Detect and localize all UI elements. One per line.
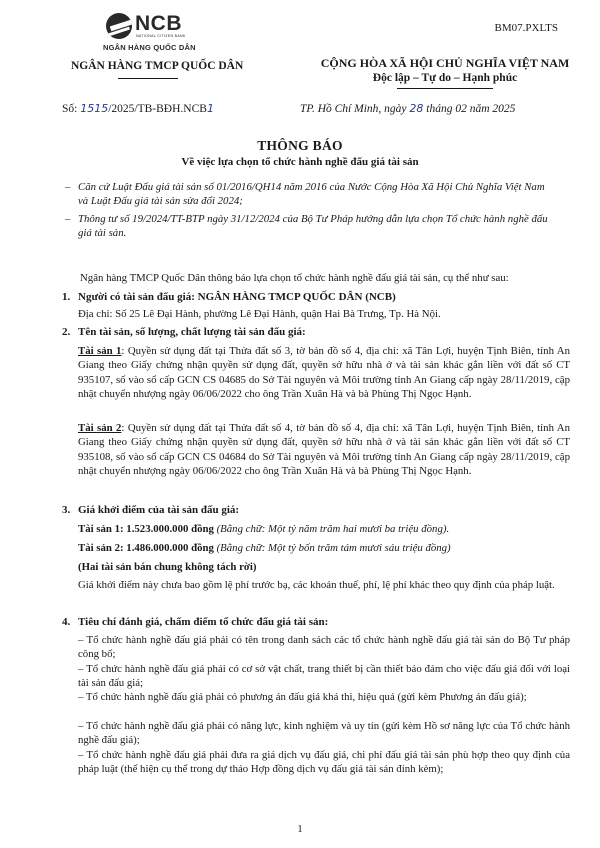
criteria-text: Tổ chức hành nghề đấu giá phải đưa ra giá dịch vụ đấu giá, chi phí đấu giá tài sản phù hợp theo quy định của pháp luật (thể hiện cụ thể trong dự thảo Hợp đồng dịch vụ đấu giá tài sản đính kèm); (78, 749, 570, 776)
ref-handwritten: 1515 (80, 102, 109, 115)
section-4-heading (62, 615, 328, 629)
ref-prefix: Số: (62, 103, 81, 115)
bank-name-underline (118, 78, 178, 79)
fee-note: Giá khởi điểm này chưa bao gồm lệ phí trước bạ, các khoản thuế, phí, lệ phí khác theo quy định của pháp luật. (78, 579, 555, 591)
asset-2-description (78, 421, 570, 478)
bank-name: NGÂN HÀNG TMCP QUỐC DÂN (71, 60, 244, 72)
asset-2-text: : Quyền sử dụng đất tại Thửa đất số 4, tờ bản đồ số 4, địa chỉ: xã Tân Lợi, huyện Tịnh Biên, tỉnh An Giang theo Giấy chứng nhận quyền sử dụng đất, quyền sở hữu nhà ở và tài sản khác gắn liền với đất số CT 935108, số vào sổ cấp GCN CS 04684 do Sở Tài nguyên và Môi trường tỉnh An Giang cấp ngày 28/11/2019, cập nhật chuyển nhượng ngày 06/06/2022 cho ông Trần Xuân Hà và bà Phùng Thị Ngọc Hạnh. (78, 422, 570, 477)
ncb-logo (103, 12, 226, 53)
criteria-text: Tổ chức hành nghề đấu giá phải có tên trong danh sách các tổ chức hành nghề đấu giá tài sản do Bộ Tư pháp công bố; (78, 634, 571, 661)
asset-2-label: Tài sản 2 (78, 422, 122, 434)
document-subtitle: Về việc lựa chọn tổ chức hành nghề đấu giá tài sản (181, 156, 419, 168)
motto-underline (397, 88, 493, 89)
date-day-handwritten: 28 (409, 102, 424, 115)
section-1-heading (62, 290, 396, 304)
criteria-item: – Tổ chức hành nghề đấu giá phải có cơ sở vật chất, trang thiết bị cần thiết bảo đảm cho việc đấu giá đối với loại tài sản đấu giá; (78, 663, 571, 690)
joint-sale-note: (Hai tài sản bán chung không tách rời) (78, 561, 257, 573)
republic-heading: CỘNG HÒA XÃ HỘI CHỦ NGHĨA VIỆT NAM (320, 56, 570, 70)
price-1-label: Tài sản 1: 1.523.000.000 đồng (78, 523, 214, 535)
national-motto: Độc lập – Tự do – Hạnh phúc (372, 72, 518, 84)
page-number: 1 (297, 823, 303, 835)
section-label: Giá khởi điểm của tài sản đấu giá: (78, 504, 240, 516)
criteria-item: – Tổ chức hành nghề đấu giá phải có tên trong danh sách các tổ chức hành nghề đấu giá tài sản do Bộ Tư pháp công bố; (78, 634, 571, 661)
ncb-globe-icon (106, 13, 132, 39)
logo-subtext: NATIONAL CITIZEN BANK (136, 34, 186, 38)
criteria-item: – Tổ chức hành nghề đấu giá phải có phương án đấu giá khả thi, hiệu quả (gửi kèm Phương án đấu giá); (78, 691, 527, 703)
section-label: Người có tài sản đấu giá: NGÂN HÀNG TMCP QUỐC DÂN (NCB) (78, 291, 396, 303)
section-3-heading (62, 503, 239, 517)
ref-middle: /2025/TB-BĐH.NCB (108, 103, 207, 115)
section-label: Tiêu chí đánh giá, chấm điểm tổ chức đấu giá tài sản: (78, 616, 329, 628)
legal-basis-item (65, 212, 554, 241)
form-code: BM07.PXLTS (494, 22, 558, 34)
section-number: 1. (62, 291, 71, 303)
criteria-text: Tổ chức hành nghề đấu giá phải có phương án đấu giá khả thi, hiệu quả (gửi kèm Phương án đấu giá); (85, 691, 527, 703)
reference-number (62, 102, 214, 115)
legal-basis-text: Căn cứ Luật Đấu giá tài sản số 01/2016/QH14 năm 2016 của Nước Cộng Hòa Xã Hội Chủ Nghĩa Việt Nam và Luật Đấu giá tài sản sửa đổi 2024; (78, 181, 545, 208)
criteria-item: – Tổ chức hành nghề đấu giá phải đưa ra giá dịch vụ đấu giá, chi phí đấu giá tài sản phù hợp theo quy định của pháp luật (thể hiện cụ thể trong dự thảo Hợp đồng dịch vụ đấu giá tài sản đính kèm); (78, 749, 570, 776)
asset-1-label: Tài sản 1 (78, 345, 122, 357)
section-number: 4. (62, 616, 71, 628)
section-label: Tên tài sản, số lượng, chất lượng tài sản đấu giá: (78, 326, 306, 338)
document-title: THÔNG BÁO (257, 138, 343, 153)
price-2-words: (Bằng chữ: Một tỷ bốn trăm tám mươi sáu triệu đồng) (213, 542, 451, 554)
legal-basis-text: Thông tư số 19/2024/TT-BTP ngày 31/12/2024 của Bộ Tư Pháp hướng dẫn lựa chọn Tổ chức hành nghề đấu giá tài sản. (78, 213, 548, 240)
dash-marker: – (65, 181, 71, 193)
asset-1-description (78, 344, 570, 401)
section-2-heading (62, 325, 306, 339)
logo-vn-text: NGÂN HÀNG QUỐC DÂN (103, 43, 196, 52)
dash-marker: – (65, 213, 71, 225)
intro-paragraph: Ngân hàng TMCP Quốc Dân thông báo lựa chọn tổ chức hành nghề đấu giá tài sản, cụ thể như sau: (80, 272, 509, 284)
asset-1-price (78, 522, 570, 536)
criteria-text: Tổ chức hành nghề đấu giá phải có cơ sở vật chất, trang thiết bị cần thiết bảo đảm cho việc đấu giá đối với loại tài sản đấu giá; (78, 663, 571, 690)
legal-basis-item (65, 180, 554, 209)
logo-text: NCB (135, 12, 182, 35)
date-prefix: TP. Hồ Chí Minh, ngày (300, 103, 410, 115)
date-line (300, 102, 515, 115)
criteria-text: Tổ chức hành nghề đấu giá phải có năng lực, kinh nghiệm và uy tín (gửi kèm Hồ sơ năng lực của Tổ chức hành nghề đấu giá); (78, 720, 571, 747)
asset-1-text: : Quyền sử dụng đất tại Thửa đất số 3, tờ bản đồ số 4, địa chỉ: xã Tân Lợi, huyện Tịnh Biên, tỉnh An Giang theo Giấy chứng nhận quyền sử dụng đất, quyền sở hữu nhà ở và tài sản khác gắn liền với đất số CT 935107, số vào sổ cấp GCN CS 04685 do Sở Tài nguyên và Môi trường tỉnh An Giang cấp ngày 28/11/2019, cập nhật chuyển nhượng ngày 06/06/2022 cho ông Trần Xuân Hà và bà Phùng Thị Ngọc Hạnh. (78, 345, 570, 400)
date-suffix: tháng 02 năm 2025 (423, 103, 516, 115)
ref-suffix-handwritten: 1 (206, 102, 214, 115)
section-1-address: Địa chỉ: Số 25 Lê Đại Hành, phường Lê Đại Hành, quận Hai Bà Trưng, Tp. Hà Nội. (78, 308, 441, 320)
price-2-label: Tài sản 2: 1.486.000.000 đồng (78, 542, 214, 554)
criteria-item: – Tổ chức hành nghề đấu giá phải có năng lực, kinh nghiệm và uy tín (gửi kèm Hồ sơ năng lực của Tổ chức hành nghề đấu giá); (78, 720, 571, 747)
section-number: 2. (62, 326, 71, 338)
section-number: 3. (62, 504, 71, 516)
price-1-words: (Bằng chữ: Một tỷ năm trăm hai mươi ba triệu đồng). (213, 523, 450, 535)
asset-2-price (78, 541, 570, 555)
